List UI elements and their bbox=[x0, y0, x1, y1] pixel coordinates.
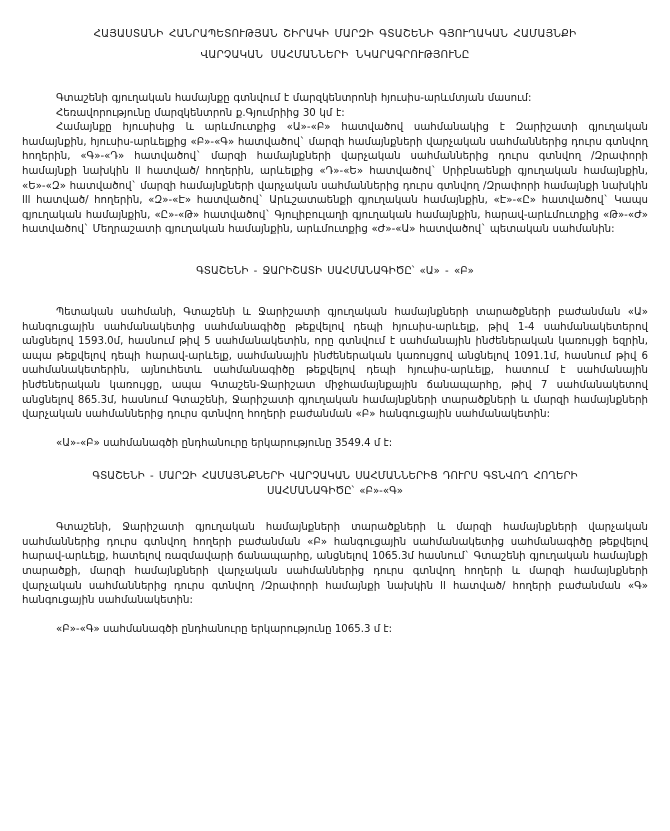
section-2-heading-line-1: ԳՏԱՇԵՆԻ - ՄԱՐԶԻ ՀԱՄԱՅՆՔՆԵՐԻ ՎԱՐՉԱԿԱՆ ՍԱՀՄԱՆՆԵՐԻՑ ԴՈՒՐՍ ԳՏՆՎՈՂ ՀՈՂԵՐԻ bbox=[92, 471, 578, 483]
page-title-line-2: ՎԱՐՉԱԿԱՆ ՍԱՀՄԱՆՆԵՐԻ ՆԿԱՐԱԳՐՈՒԹՅՈՒՆԸ bbox=[200, 49, 470, 61]
section-1-paragraph: Պետական սահմանի, Գտաշենի և Ջարիշատի գյուղական համայնքների տարածքների բաժանման «Ա» հանգուցային սահմանակետից սահմանագիծը թեքվելով դեպի հյուսիս-արևելք, թիվ 1-4 սահմանակետերով անցնելով 1593.0մ, հասնում թիվ 5 սահմանակետին, որը գտնվում է սահմանային ինժեներական կառույցի եզրին, ապա թեքվելով դեպի հարավ-արևելք, սահմանային ինժեներական կառույցով անցնելով 1091.1մ, հասնում թիվ 6 սահմանակետերին, այնուհետև սահմանագիծը թեքվելով դեպի հյուսիս-արևելք, հատում է սահմանային ինժեներական կառույցը, ապա Գտաշեն-Ջարիշատ միջհամայնքային ճանապարհը, թիվ 7 սահմանակետով անցնելով 865.3մ, հասնում Գտաշենի, Ջարիշատի գյուղական համայնքների տարածքների և մարզի համայնքների վարչական սահմաններից դուրս գտնվող հողերի բաժանման «Բ» հանգուցային սահմանակետին: bbox=[22, 306, 648, 421]
section-1-heading-text: ԳՏԱՇԵՆԻ - ՋԱՐԻՇԱՏԻ ՍԱՀՄԱՆԱԳԻԾԸ՝ «Ա» - «Բ» bbox=[196, 265, 474, 277]
intro-paragraph-2: Հեռավորությունը մարզկենտրոն ք.Գյումրիից 30 կմ է: bbox=[56, 107, 345, 119]
intro-paragraph-1: Գտաշենի գյուղական համայնքը գտնվում է մարզկենտրոնի հյուսիս-արևմտյան մասում: bbox=[56, 93, 532, 104]
section-2-result: «Բ»-«Գ» սահմանագծի ընդհանուրը երկարությունը 1065.3 մ է: bbox=[56, 623, 393, 635]
section-2-heading bbox=[0, 469, 670, 499]
section-2-body bbox=[0, 521, 670, 609]
section-2-heading-line-2: ՍԱՀՄԱՆԱԳԻԾԸ՝ «Բ»-«Գ» bbox=[266, 486, 404, 498]
intro-section bbox=[0, 92, 670, 238]
section-1-heading bbox=[0, 264, 670, 280]
page-title bbox=[0, 0, 670, 66]
intro-paragraph-3: Համայնքը հյուսիսից և արևմուտքից «Ա»-«Բ» հատվածով սահմանակից է Զարիշատի գյուղական համայնքին, հյուսիս-արևելքից «Բ»-«Գ» հատվածով` մարզի համայնքների վարչական սահմաններից դուրս գտնվող հողերին, «Գ»-«Դ» հատվածով` մարզի համայնքների վարչական սահմաններից դուրս գտնվող /Զրափորի համայնքի նախկին ll հատված/ հողերին, արևելքից «Դ»-«Ե» հատվածով` Սրիբնաենքի գյուղական համայնքին, «Ե»-«Զ» հատվածով` մարզի համայնքների վարչական սահմաններից դուրս գտնվող /Զրափորի համայնքի նախկին lll հատված/ հողերին, «Զ»-«Է» հատվածով` Արևշատաենքի գյուղական համայնքին, «Է»-«Ը» հատվածով` Կապս գյուղական համայնքին, «Ը»-«Թ» հատվածով` Գյուլիբուլաղի գյուղական համայնքին, հարավ-արևմուտքից «Թ»-«Ժ» հատվածով` Մեղրաշատի գյուղական համայնքին, արևմուտքից «Ժ»-«Ա» հատվածով` պետական սահմանին: bbox=[22, 122, 648, 236]
section-2-paragraph: Գտաշենի, Ջարիշատի գյուղական համայնքների տարածքների և մարզի համայնքների վարչական սահմաններից դուրս գտնվող հողերի բաժանման «Բ» հանգուցային սահմանակետից սահմանագիծը թեքվելով հարավ-արևելք, հատելով ռազմավարի ճանապարհը, անցնելով 1065.3մ հասնում` Գտաշենի գյուղական համայնքի տարածքի, մարզի համայնքների վարչական սահմաններից դուրս գտնվող հողերի և մարզի համայնքների վարչական սահմաններից դուրս գտնվող /Զրափորի համայնքի նախկին ll հատված/ հողերի բաժանման «Գ» հանգուցային սահմանակետին: bbox=[22, 522, 648, 607]
page-title-line-1: ՀԱՅԱՍՏԱՆԻ ՀԱՆՐԱՊԵՏՈՒԹՅԱՆ ՇԻՐԱԿԻ ՄԱՐԶԻ ԳՏԱՇԵՆԻ ԳՅՈՒՂԱԿԱՆ ՀԱՄԱՅՆՔԻ bbox=[93, 28, 577, 40]
section-1-result: «Ա»-«Բ» սահմանագծի ընդհանուրը երկարությունը 3549.4 մ է: bbox=[56, 437, 393, 449]
section-1-body bbox=[0, 306, 670, 423]
